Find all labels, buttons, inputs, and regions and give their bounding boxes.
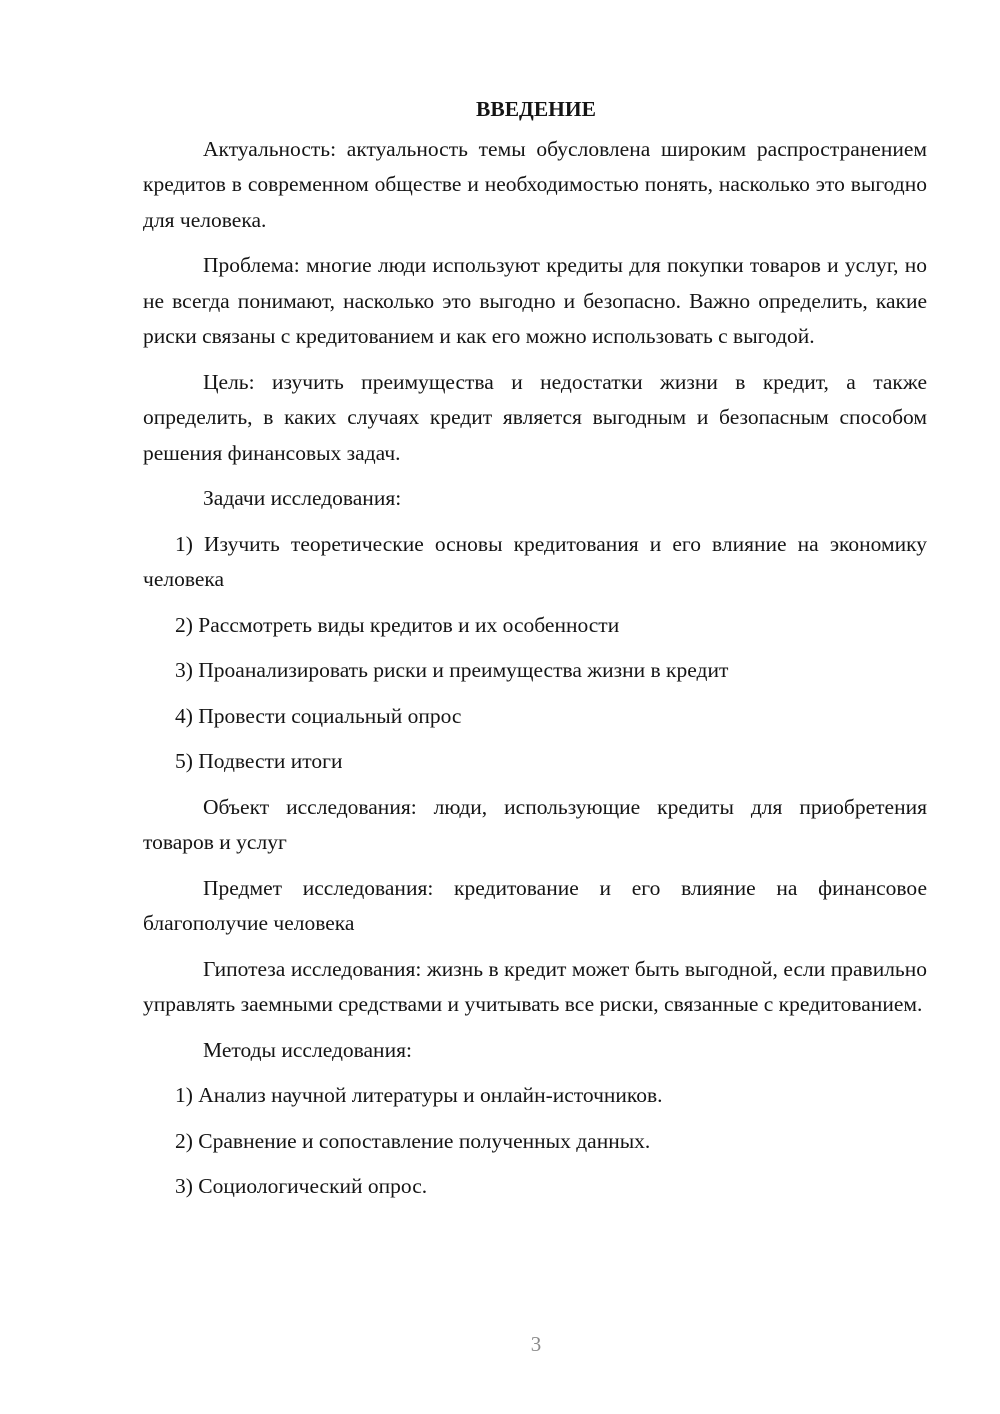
task-item: 4) Провести социальный опрос	[175, 703, 462, 728]
goal-paragraph: Цель: изучить преимущества и недостатки жизни в кредит, а также определить, в каких случаях кредит является выгодным и безопасным способом решения финансовых задач.	[143, 369, 927, 465]
method-item: 1) Анализ научной литературы и онлайн-источников.	[175, 1083, 663, 1107]
page-number: 3	[530, 1332, 542, 1356]
task-item: 5) Подвести итоги	[175, 749, 343, 773]
method-item: 2) Сравнение и сопоставление полученных данных.	[175, 1128, 651, 1153]
task-item: 3) Проанализировать риски и преимущества жизни в кредит	[175, 658, 729, 682]
page-title: ВВЕДЕНИЕ	[476, 97, 596, 121]
task-item: 2) Рассмотреть виды кредитов и их особенности	[175, 612, 620, 637]
methods-heading: Методы исследования:	[203, 1037, 412, 1062]
task-item: 1) Изучить теоретические основы кредитования и его влияние на экономику человека	[143, 531, 927, 591]
method-item: 3) Социологический опрос.	[175, 1174, 428, 1198]
problem-paragraph: Проблема: многие люди используют кредиты для покупки товаров и услуг, но не всегда понимают, насколько это выгодно и безопасно. Важно определить, какие риски связаны с кредитованием и как его можно использовать с выгодой.	[143, 253, 927, 348]
subject-paragraph: Предмет исследования: кредитование и его влияние на финансовое благополучие человека	[143, 875, 927, 935]
object-paragraph: Объект исследования: люди, использующие кредиты для приобретения товаров и услуг	[143, 794, 927, 854]
hypothesis-paragraph: Гипотеза исследования: жизнь в кредит может быть выгодной, если правильно управлять заемными средствами и учитывать все риски, связанные с кредитованием.	[143, 956, 927, 1016]
relevance-paragraph: Актуальность: актуальность темы обусловлена широким распространением кредитов в современном обществе и необходимостью понять, насколько это выгодно для человека.	[143, 136, 927, 232]
page-content	[143, 92, 927, 1215]
tasks-heading: Задачи исследования:	[203, 486, 402, 510]
